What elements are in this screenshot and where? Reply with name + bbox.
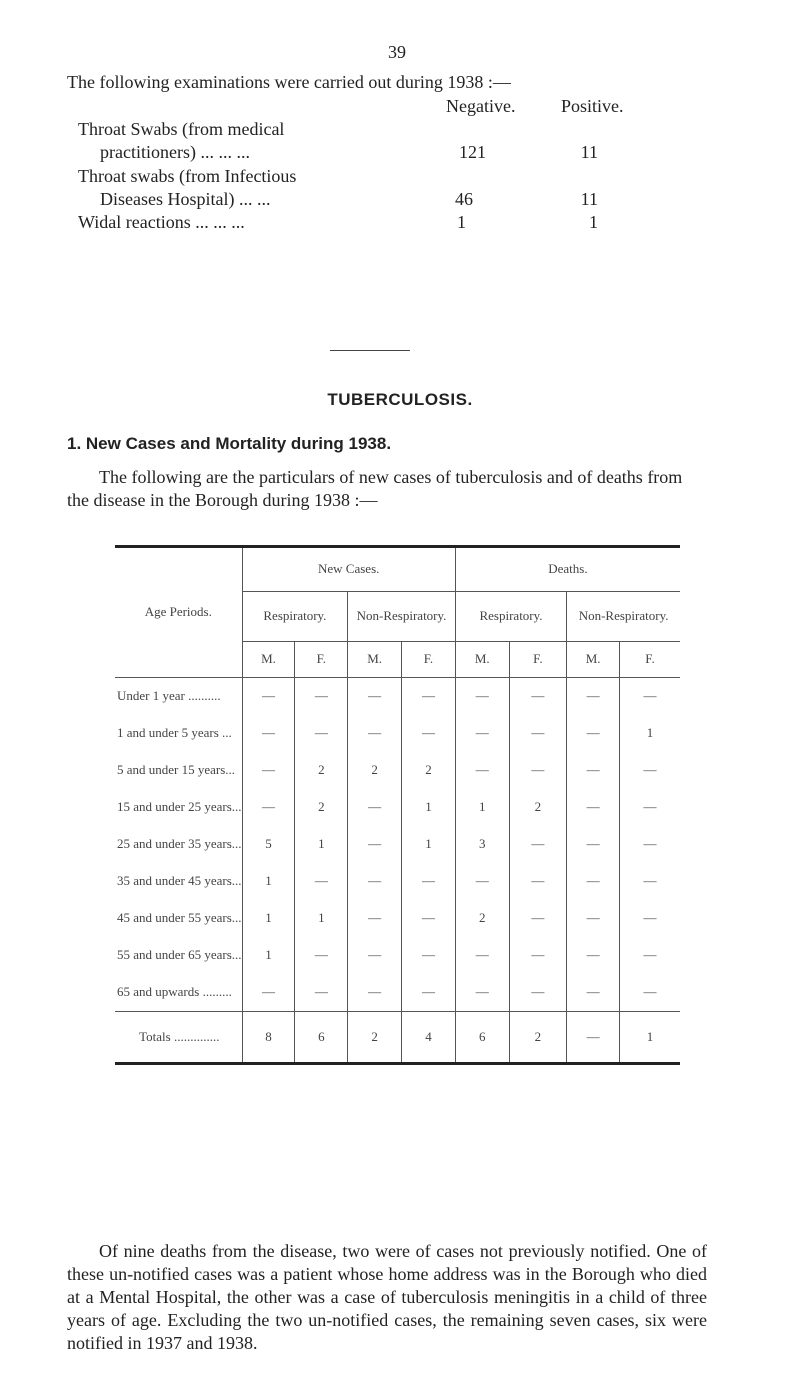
positive-header: Positive. <box>561 96 624 116</box>
total-cell: 1 <box>619 1011 680 1062</box>
exam-2-negative: 46 <box>455 189 473 209</box>
table-row <box>115 752 680 789</box>
table-cell: 1 <box>242 863 295 900</box>
table-cell: — <box>348 789 402 826</box>
table-cell: — <box>455 752 509 789</box>
table-cell: — <box>242 789 295 826</box>
examinations-intro: The following examinations were carried out during 1938 :— <box>67 72 511 92</box>
table-cell: — <box>242 974 295 1012</box>
table-cell: 2 <box>348 752 402 789</box>
table-cell: — <box>455 863 509 900</box>
table-cell: — <box>348 826 402 863</box>
table-cell: — <box>242 715 295 752</box>
table-cell: 2 <box>295 752 348 789</box>
table-cell: — <box>455 937 509 974</box>
page-number: 39 <box>388 42 406 62</box>
table-cell: — <box>619 937 680 974</box>
exam-1-line2: practitioners) ... ... ... <box>100 142 250 162</box>
death-resp-f-header: F. <box>509 641 567 677</box>
total-cell: 8 <box>242 1011 295 1062</box>
age-period-label: 55 and under 65 years... <box>117 947 242 962</box>
table-cell: 1 <box>455 789 509 826</box>
new-respiratory-header: Respiratory. <box>242 591 348 641</box>
table-cell: — <box>509 900 567 937</box>
table-cell: — <box>455 715 509 752</box>
age-period-label: 15 and under 25 years... <box>117 799 242 814</box>
table-row <box>115 863 680 900</box>
table-cell: — <box>509 752 567 789</box>
table-cell: — <box>455 974 509 1012</box>
table-cell: — <box>619 677 680 715</box>
table-cell: 1 <box>295 900 348 937</box>
total-cell: — <box>567 1011 620 1062</box>
age-period-label: 25 and under 35 years... <box>117 836 242 851</box>
deaths-header: Deaths. <box>455 548 680 591</box>
table-cell: — <box>402 974 456 1012</box>
new-nonresp-m-header: M. <box>348 641 402 677</box>
table-row <box>115 937 680 974</box>
intro-paragraph: The following are the particulars of new cases of tuberculosis and of deaths from the disease in the Borough during 1938 :— <box>67 467 683 510</box>
table-cell: — <box>242 677 295 715</box>
table-row <box>115 677 680 715</box>
age-period-label: 5 and under 15 years... <box>117 762 236 777</box>
table-cell: — <box>295 863 348 900</box>
table-cell: — <box>348 900 402 937</box>
divider-rule <box>330 350 410 351</box>
table-cell: — <box>295 715 348 752</box>
table-cell: 3 <box>455 826 509 863</box>
table-cell: — <box>348 715 402 752</box>
table-cell: — <box>295 937 348 974</box>
exam-3-line1: Widal reactions ... ... ... <box>78 212 245 232</box>
table-cell: — <box>567 789 620 826</box>
table-cell: 1 <box>402 789 456 826</box>
total-cell: 6 <box>455 1011 509 1062</box>
total-cell: 4 <box>402 1011 456 1062</box>
table-cell: — <box>567 900 620 937</box>
table-cell: — <box>567 826 620 863</box>
age-period-label: 35 and under 45 years... <box>117 873 242 888</box>
section-heading: 1. New Cases and Mortality during 1938. <box>67 434 392 453</box>
table-cell: — <box>567 863 620 900</box>
table-cell: — <box>567 937 620 974</box>
table-cell: — <box>619 863 680 900</box>
table-cell: — <box>509 826 567 863</box>
table-cell: — <box>619 789 680 826</box>
table-row <box>115 715 680 752</box>
table-cell: — <box>567 974 620 1012</box>
table-cell: — <box>242 752 295 789</box>
death-nonresp-f-header: F. <box>619 641 680 677</box>
table-cell: — <box>455 677 509 715</box>
table-cell: — <box>509 863 567 900</box>
deaths-respiratory-header: Respiratory. <box>455 591 566 641</box>
exam-2-positive: 11 <box>580 189 598 209</box>
exam-3-positive: 1 <box>589 212 598 232</box>
table-cell: — <box>402 677 456 715</box>
table-row <box>115 900 680 937</box>
table-cell: 2 <box>402 752 456 789</box>
table-cell: — <box>295 974 348 1012</box>
exam-1-line1: Throat Swabs (from medical <box>78 119 285 139</box>
death-nonresp-m-header: M. <box>567 641 620 677</box>
new-resp-m-header: M. <box>242 641 295 677</box>
negative-header: Negative. <box>446 96 516 116</box>
exam-3-negative: 1 <box>457 212 466 232</box>
table-cell: — <box>567 752 620 789</box>
table-cell: 2 <box>295 789 348 826</box>
age-period-label: 65 and upwards ......... <box>117 984 232 999</box>
exam-1-positive: 11 <box>580 142 598 162</box>
table-row <box>115 826 680 863</box>
exam-2-line1: Throat swabs (from Infectious <box>78 166 297 186</box>
table-cell: — <box>509 715 567 752</box>
table-row <box>115 974 680 1012</box>
tuberculosis-table <box>115 545 680 1065</box>
table-cell: — <box>509 677 567 715</box>
table-cell: — <box>619 900 680 937</box>
table-cell: — <box>567 715 620 752</box>
total-cell: 2 <box>509 1011 567 1062</box>
exam-1-negative: 121 <box>459 142 486 162</box>
table-cell: — <box>509 937 567 974</box>
table-cell: — <box>348 937 402 974</box>
table-cell: — <box>348 863 402 900</box>
table-cell: — <box>567 677 620 715</box>
death-resp-m-header: M. <box>455 641 509 677</box>
exam-2-line2: Diseases Hospital) ... ... <box>100 189 271 209</box>
table-cell: 2 <box>455 900 509 937</box>
table-row <box>115 789 680 826</box>
total-cell: 6 <box>295 1011 348 1062</box>
table-cell: — <box>402 715 456 752</box>
new-resp-f-header: F. <box>295 641 348 677</box>
section-title: TUBERCULOSIS. <box>327 390 473 409</box>
table-cell: — <box>619 752 680 789</box>
table-cell: — <box>619 974 680 1012</box>
table-cell: — <box>348 974 402 1012</box>
age-period-label: Under 1 year .......... <box>117 688 221 703</box>
table-cell: — <box>619 826 680 863</box>
new-nonresp-f-header: F. <box>402 641 456 677</box>
table-cell: 5 <box>242 826 295 863</box>
deaths-paragraph: Of nine deaths from the disease, two were of cases not previously notified. One of these un-notified cases was a patient whose home address was in the Borough who died at a Mental Hospital, the other was a case of tuberculosis meningitis in a child of three years of age. Excluding the two un-notified cases, the remaining seven cases, six were notified in 1937 and 1938. <box>67 1241 707 1353</box>
table-cell: — <box>402 900 456 937</box>
age-period-label: 45 and under 55 years... <box>117 910 242 925</box>
age-periods-header: Age Periods. <box>144 604 212 620</box>
table-cell: — <box>509 974 567 1012</box>
deaths-non-respiratory-header: Non-Respiratory. <box>567 591 680 641</box>
table-cell: 1 <box>402 826 456 863</box>
table-cell: — <box>402 937 456 974</box>
total-cell: 2 <box>348 1011 402 1062</box>
table-cell: — <box>295 677 348 715</box>
table-cell: 1 <box>242 937 295 974</box>
table-cell: 1 <box>619 715 680 752</box>
table-cell: 1 <box>242 900 295 937</box>
new-non-respiratory-header: Non-Respiratory. <box>348 591 456 641</box>
table-cell: — <box>402 863 456 900</box>
totals-label: Totals .............. <box>115 1011 242 1062</box>
new-cases-header: New Cases. <box>242 548 455 591</box>
table-cell: — <box>348 677 402 715</box>
table-cell: 1 <box>295 826 348 863</box>
age-period-label: 1 and under 5 years ... <box>117 725 232 740</box>
table-cell: 2 <box>509 789 567 826</box>
